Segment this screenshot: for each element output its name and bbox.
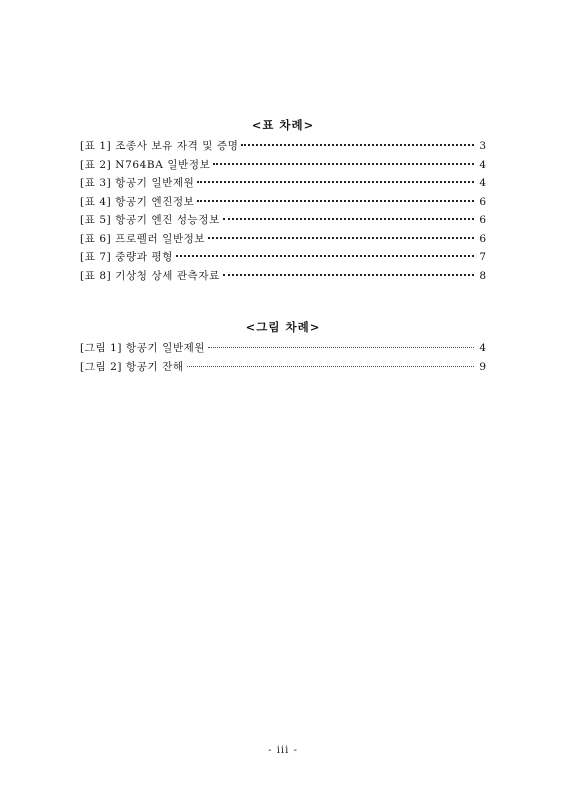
dot-leader (223, 274, 474, 276)
toc-entry-label: [표 2] N764BA 일반정보 (80, 158, 211, 171)
toc-entry[interactable] (80, 174, 486, 193)
toc-entry[interactable] (80, 193, 486, 212)
toc-entry-label: [표 5] 항공기 엔진 성능정보 (80, 214, 220, 226)
dot-leader (197, 200, 474, 202)
toc-entry[interactable] (80, 156, 486, 175)
toc-entry-page: 9 (479, 360, 486, 373)
table-of-tables (80, 118, 486, 285)
toc-entry[interactable] (80, 211, 486, 230)
dot-leader (208, 237, 474, 239)
toc-entry-page: 7 (479, 251, 486, 263)
toc-entry-label: [표 8] 기상청 상세 관측자료 (80, 269, 220, 282)
toc-entry[interactable] (80, 339, 486, 358)
page-number: - iii - (268, 745, 298, 756)
toc-entry-label: [표 4] 항공기 엔진정보 (80, 195, 195, 208)
toc-entry-label: [그림 1] 항공기 일반제원 (80, 342, 206, 354)
dot-leader (241, 144, 474, 146)
toc-entry[interactable] (80, 230, 486, 249)
toc-entry-page: 3 (479, 140, 486, 152)
dot-leader (223, 218, 474, 220)
toc-entry-page: 6 (479, 195, 486, 208)
toc-entry-label: [그림 2] 항공기 잔해 (80, 360, 184, 373)
toc-entry-page: 4 (479, 177, 486, 189)
dot-leader (187, 366, 474, 367)
figures-section-title: <그림 차례> (245, 320, 321, 334)
toc-entry[interactable] (80, 248, 486, 267)
toc-entry-label: [표 6] 프로펠러 일반정보 (80, 232, 206, 245)
table-of-figures (80, 320, 486, 376)
tables-section-title: <표 차례> (251, 118, 315, 132)
tables-list (80, 137, 486, 285)
dot-leader (208, 347, 474, 348)
figures-list (80, 339, 486, 376)
toc-entry-page: 8 (479, 269, 486, 282)
dot-leader (197, 181, 474, 183)
dot-leader (213, 163, 474, 165)
toc-entry[interactable] (80, 137, 486, 156)
toc-entry-page: 6 (479, 214, 486, 226)
dot-leader (176, 255, 474, 257)
toc-entry[interactable] (80, 267, 486, 286)
toc-entry-label: [표 7] 중량과 평형 (80, 251, 173, 263)
toc-entry-page: 4 (479, 158, 486, 171)
toc-entry[interactable] (80, 358, 486, 377)
toc-entry-page: 4 (479, 342, 486, 354)
toc-entry-label: [표 1] 조종사 보유 자격 및 증명 (80, 140, 239, 152)
toc-entry-page: 6 (479, 232, 486, 245)
toc-entry-label: [표 3] 항공기 일반제원 (80, 177, 195, 189)
